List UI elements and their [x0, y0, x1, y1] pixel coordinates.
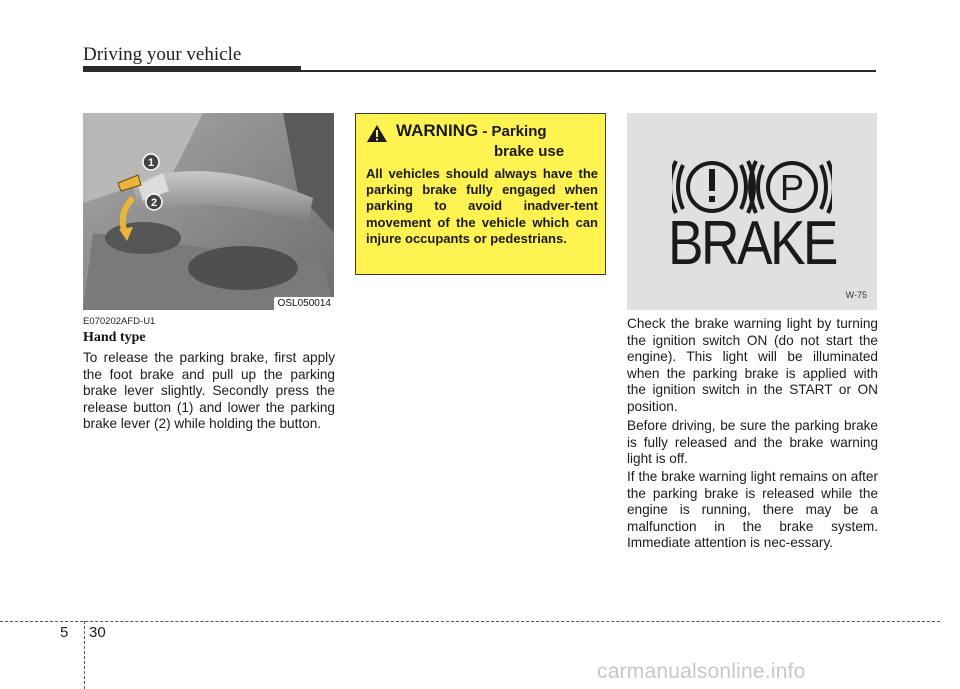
page-header-title: Driving your vehicle [83, 44, 242, 65]
footer-divider [84, 621, 85, 689]
parking-brake-photo [83, 113, 334, 310]
warning-title [396, 122, 547, 141]
warning-word: WARNING [396, 121, 479, 140]
callout-2: 2 [150, 197, 158, 209]
brake-light-paragraph-1: Check the brake warning light by turning the ignition switch ON (do not start the engine). This light will be illuminated when the parking brake is applied with the ignition switch in the START or ON position. [627, 316, 878, 414]
header-rule-thin [301, 70, 876, 72]
section-code: E070202AFD-U1 [83, 316, 156, 327]
footer-rule [0, 621, 940, 622]
indicator-code: W-75 [845, 290, 867, 300]
parking-brake-lever-illustration [83, 113, 334, 310]
brake-indicator-text: BRAKE [668, 209, 836, 278]
page-number: 30 [89, 624, 106, 641]
svg-text:P: P [779, 167, 805, 208]
callout-1: 1 [147, 157, 155, 169]
warning-triangle-icon [366, 124, 388, 143]
header-rule-thick [83, 66, 301, 72]
section-heading: Hand type [83, 330, 146, 345]
hand-type-paragraph: To release the parking brake, first apply the foot brake and pull up the parking brake lever slightly. Secondly press the release button (1) and lower the parking brake lever (2) while holding the button. [83, 350, 335, 432]
brake-light-paragraph-2: Before driving, be sure the parking brake is fully released and the brake warning light is off. [627, 418, 878, 467]
warning-title-rest: - Parking [478, 123, 547, 140]
site-watermark: carmanualsonline.info [597, 660, 806, 683]
chapter-number: 5 [60, 624, 69, 641]
brake-light-paragraph-3: If the brake warning light remains on after the parking brake is released while the engine is running, there may be a malfunction in the brake system. Immediate attention is nec-essary. [627, 469, 878, 551]
photo-code: OSL050014 [274, 297, 334, 310]
warning-body: All vehicles should always have the parking brake fully engaged when parking to avoid inadver-tent movement of the vehicle which can injure occupants or pedestrians. [366, 166, 598, 246]
warning-subtitle: brake use [494, 143, 565, 160]
warning-box [355, 113, 606, 275]
brake-warning-light-figure [627, 113, 877, 310]
